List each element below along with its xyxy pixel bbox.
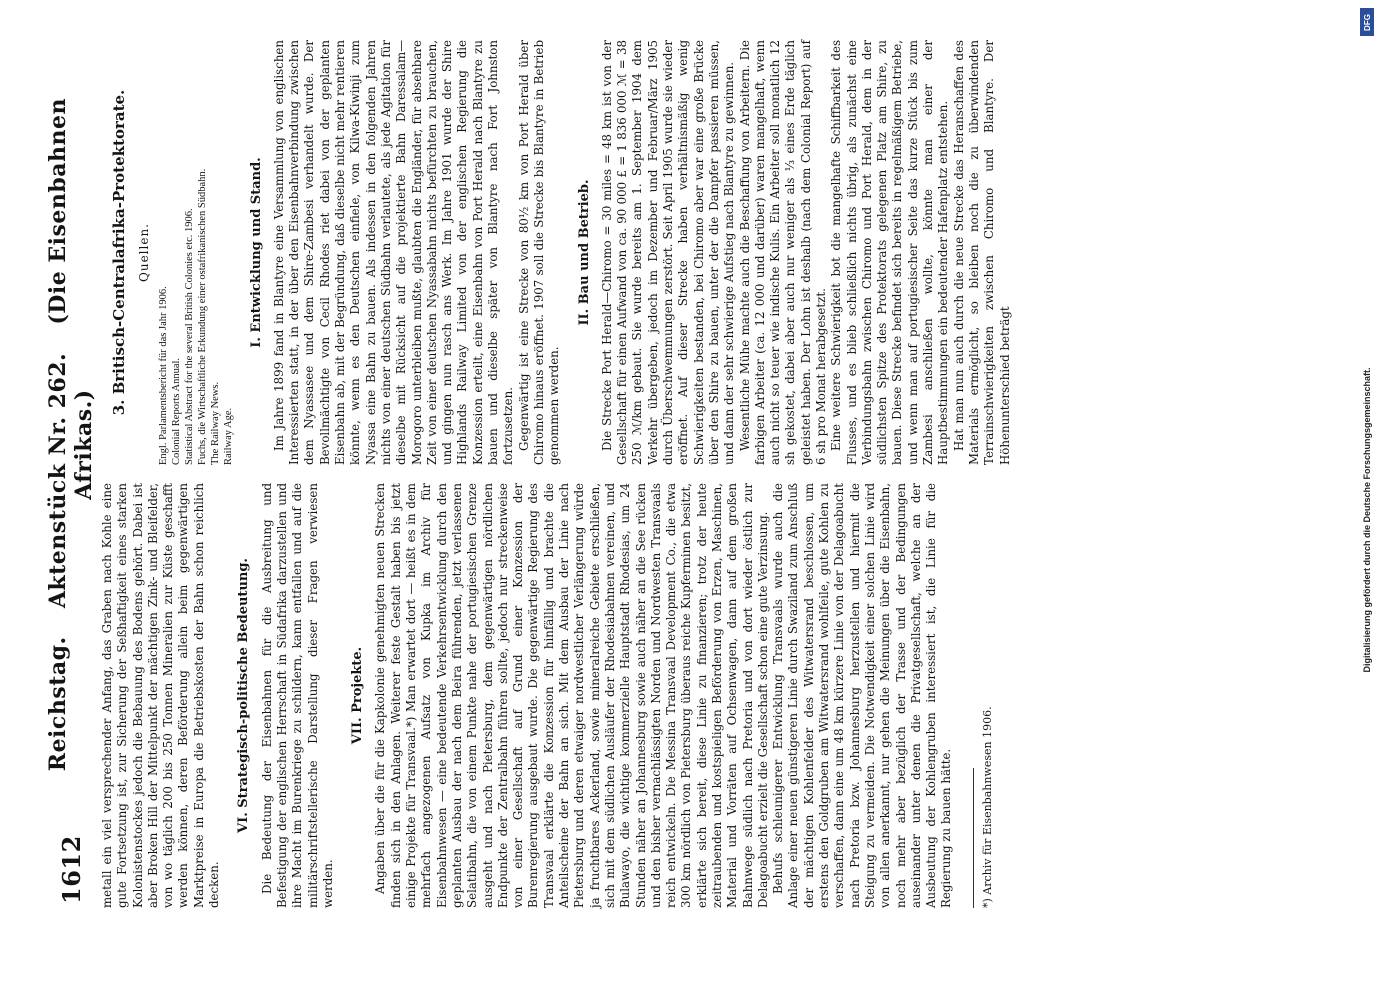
section-heading: VI. Strategisch-politische Bedeutung. [236, 558, 252, 833]
paragraph: Hat man nun auch durch die neue Strecke das Heranschaffen des Materials ermöglicht, so bleiben noch die zu überwindenden Terrainschwierigkeiten zwischen Chiromo und Blantyre. Der Höhenunterschied beträgt [951, 40, 1012, 465]
paragraph: Die Bedeutung der Eisenbahnen für die Ausbreitung und Befestigung der englischen Herrschaft in Südafrika darzustellen und ihre Macht im Burenkriege zu schildern, kann entfallen und auf die militärschriftstellerische Darstellung dieser Fragen verwiesen werden. [259, 483, 335, 908]
section-heading: II. Bau und Betrieb. [576, 179, 592, 326]
right-column [100, 40, 1013, 465]
paragraph: Angaben über die für die Kapkolonie genehmigten neuen Strecken finden sich in den Anlagen. Weiterer feste Gestalt haben bis jetzt einige Projekte für Transvaal.*) Man erwartet dort — heißt es in dem mehrfach angezogenen Aufsatz von Kupka im Archiv für Eisenbahnwesen — eine bedeutende Verkehrsentwicklung durch den geplanten Ausbau der nach dem Beira führenden, jetzt verlassenen Selatibahn, die von einem Punkte nahe der portugiesischen Grenze ausgeht und nach Pietersburg, dem gegenwärtigen nördlichen Endpunkte der Zentralbahn führen sollte, jedoch nur streckenweise von einer Gesellschaft auf Grund einer Konzession der Burenregierung ausgebaut wurde. Die gegenwärtige Regierung des Transvaal erklärte die Konzession für hinfällig und brachte die Anteilscheine der Bahn an sich. Mit dem Ausbau der Linie nach Pietersburg und deren etwaiger nordwestlicher Verlängerung würde ja fruchtbares Ackerland, sowie mineralreiche Gebiete erschließen, sich mit dem südlichen Ausläufer der Rhodesiabahnen vereinen, und Bulawayo, die wichtige kommerzielle Hauptstadt Rhodesias, um 24 Stunden näher an Johannesburg sowie auch näher an die See rücken und den bisher vernachlässigten Norden und Nordwesten Transvaals reich entwickeln. Die Messina Transvaal Development Co., die etwa 300 km nördlich von Pietersburg überaus reiche Kupferminen besitzt, erklärte sich bereit, diese Linie zu finanzieren; trotz der heute zeitraubenden und kostspieligen Beförderung von Erzen, Maschinen, Material und Vorräten auf Ochsenwagen, dann auf dem großen Bahnwege südlich nach Pretoria und von dort wieder östlich zur Delagoabucht erzielt die Gesellschaft schon eine gute Verzinsung. [373, 483, 770, 908]
sources-heading: Quellen. [137, 223, 152, 282]
header-title [45, 44, 97, 835]
header-right: (Die Eisenbahnen Afrikas.) [45, 97, 97, 500]
source-item: Railway Age. [222, 407, 234, 465]
source-item: The Railway News. [209, 381, 221, 465]
paragraph: Wesentliche Mühe machte auch die Beschaffung von Arbeitern. Die farbigen Arbeiter (ca. 12 000 und darüber) waren mangelhaft, wenn auch nicht so teuer wie indische Kulis. Ein Arbeiter soll monatlich 12 sh gekostet, dabei aber auch nur weniger als ⅓ eines Erde täglich geleistet haben. Der Lohn ist deshalb (nach dem Colonial Report) auf 6 sh pro Monat herabgesetzt. [737, 40, 828, 465]
paragraph: Die Strecke Port Herald—Chiromo = 30 miles = 48 km ist von der Gesellschaft für einen Aufwand von ca. 90 000 £ = 1 836 000 ℳ = 38 250 ℳ/km gebaut. Sie wurde bereits am 1. September 1904 dem Verkehr übergeben, jedoch im Dezember und Februar/März 1905 durch Überschwemmungen zerstört. Seit April 1905 wurde sie wieder eröffnet. Auf dieser Strecke haben verhältnismäßig wenig Schwierigkeiten bestanden, bei Chiromo aber war eine große Brücke über den Shire zu bauen, unter der die Dampfer passieren müssen, und dann der sehr schwierige Aufstieg nach Blantyre zu gewinnen. [599, 40, 737, 465]
page-number: 1612 [56, 835, 86, 904]
sources-list [157, 40, 235, 465]
running-header [45, 44, 97, 904]
paragraph: metall ein viel versprechender Anfang, das Graben nach Kohle eine gute Fortsetzung ist, zur Sicherung der Seßhaftigkeit eines starken Kolonistenstockes jedoch die Bebauung des Bodens gehört. Dabei ist aber Broken Hill der Mittelpunkt der mächtigen Zink- und Bleifelder, von wo täglich 200 bis 250 Tonnen Mineralien zur Küste geschafft werden können, deren Beförderung allein beim gegenwärtigen Marktpreise in Europa die Betriebskosten der Bahn schon reichlich decken. [100, 483, 222, 908]
left-column [100, 483, 995, 908]
paragraph: Eine weitere Schwierigkeit bot die mangelhafte Schiffbarkeit des Flusses, und es blieb schließlich nichts übrig, als zunächst eine Verbindungsbahn zwischen Chiromo und Port Herald, dem in der südlichsten Spitze des Protektorats gelegenen Platz am Shire, zu bauen. Diese Strecke befindet sich bereits in regelmäßigem Betriebe, und wenn man auf portugiesischer Seite das kurze Stück bis zum Zambesi anschließen wollte, könnte man einer der Hauptbestimmungen ein bedeutender Hafenplatz entstehen. [829, 40, 951, 465]
header-left: Reichstag. [45, 636, 71, 772]
section-heading: VII. Projekte. [350, 646, 366, 745]
chapter-heading: 3. Britisch-Centralafrika-Protektorate. [110, 89, 128, 416]
source-item: Colonial Reports Annual. [170, 357, 182, 465]
footnote-rule [973, 768, 974, 908]
source-item: Engl. Parlamentsbericht für das Jahr 1906. [157, 286, 169, 465]
source-item: Statistical Abstract for the several British Colonies etc. 1906. [183, 208, 195, 465]
dfg-logo: DFG [1360, 8, 1374, 36]
paragraph: Gegenwärtig ist eine Strecke von 80½ km von Port Herald über Chiromo hinaus eröffnet. 1907 soll die Strecke bis Blantyre in Betrieb genommen werden. [516, 40, 562, 465]
section-heading: I. Entwicklung und Stand. [248, 157, 264, 348]
footnote: *) Archiv für Eisenbahnwesen 1906. [980, 706, 994, 908]
source-item: Fuchs, die Wirtschaftliche Erkundung einer ostafrikanischen Südbahn. [196, 168, 208, 465]
paragraph: Im Jahre 1899 fand in Blantyre eine Versammlung von englischen Interessierten statt, in der über den Eisenbahnverbindung zwischen dem Nyassasee und dem Shire-Zambesi verhandelt wurde. Der Bevollmächtigte von Cecil Rhodes riet dabei von der geplanten Eisenbahn ab, mit der Begründung, daß dieselbe nicht mehr rentieren könnte, wenn es den Deutschen einfiele, von Kilwa-Kiwinji zum Nyassa eine Bahn zu bauen. Als indessen in den folgenden Jahren nichts von einer deutschen Südbahn verlautete, als jede Agitation für dieselbe mit Rücksicht auf die projektierte Bahn Daressalam—Morogoro unterbleiben mußte, glaubten die Engländer, für absehbare Zeit von einer deutschen Nyassabahn nichts befürchten zu brauchen, und gingen nun rasch ans Werk. Im Jahre 1901 wurde der Shire Highlands Railway Limited von der englischen Regierung die Konzession erteilt, eine Eisenbahn von Port Herald nach Blantyre zu bauen und dieselbe später von Blantyre nach Fort Johnston fortzusetzen. [271, 40, 516, 465]
header-middle: Aktenstück Nr. 262. [45, 352, 71, 609]
paragraph: Behufs schleunigerer Entwicklung Transvaals wurde auch die Anlage einer neuen günstigeren Linie durch Swaziland zum Anschluß der mächtigen Kohlenfelder des Witwatersrand beschlossen, um erstens den Goldgruben am Witwatersrand wohlfeile, gute Kohlen zu verschaffen, dann eine um 48 km kürzere Linie von der Delagoabucht nach Pretoria bzw. Johannesburg herzustellen und hiermit die Steigung zu vermeiden. Die Notwendigkeit einer solchen Linie wird von allen anerkannt, nur gehen die Meinungen über die Eisenbahn, noch mehr aber bezüglich der Trasse und der Bedingungen auseinander unter denen die Privatgesellschaft, welche an der Ausbeutung der Kohlengruben interessiert ist, die Linie für die Regierung zu bauen hätte. [771, 483, 954, 908]
